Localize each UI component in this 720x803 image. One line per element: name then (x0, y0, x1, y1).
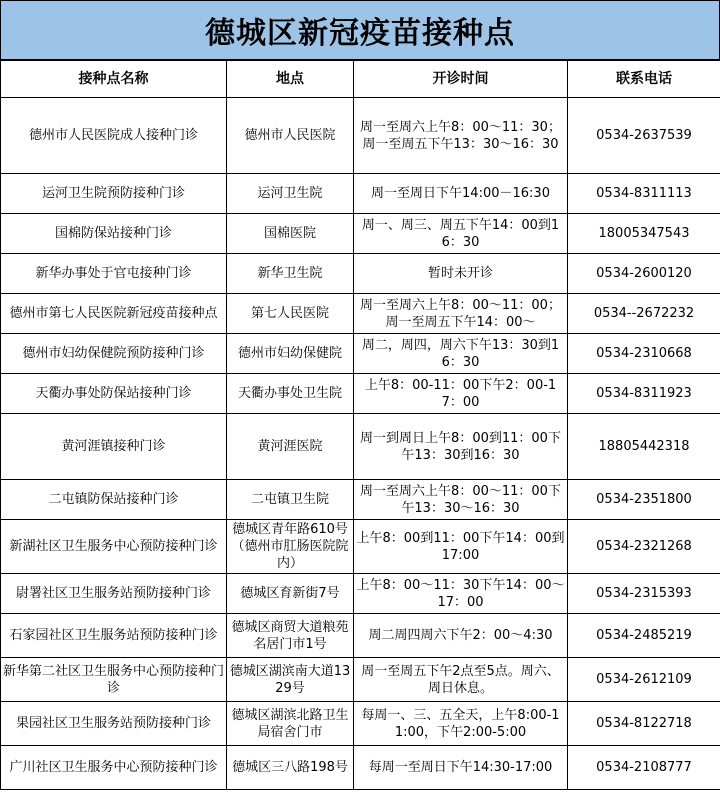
table-row (1, 614, 720, 658)
header-row (1, 61, 720, 98)
cell-name: 新华办事处于官屯接种门诊 (1, 254, 227, 294)
table-row (1, 574, 720, 614)
table-row (1, 174, 720, 214)
cell-phone: 0534-2485219 (568, 614, 720, 658)
table-row (1, 334, 720, 374)
header-name: 接种点名称 (1, 61, 227, 98)
cell-name: 德州市人民医院成人接种门诊 (1, 98, 227, 174)
cell-hours: 周一至周日下午14:00－16:30 (354, 174, 568, 214)
cell-location: 运河卫生院 (227, 174, 354, 214)
cell-hours: 周二周四周六下午2：00～4:30 (354, 614, 568, 658)
cell-hours: 上午8：00到11：00下午14：00到17:00 (354, 520, 568, 574)
cell-location: 黄河涯医院 (227, 414, 354, 480)
cell-location: 天衢办事处卫生院 (227, 374, 354, 414)
cell-phone: 0534-2612109 (568, 658, 720, 702)
cell-location: 德城区商贸大道粮苑名居门市1号 (227, 614, 354, 658)
cell-location: 德州市妇幼保健院 (227, 334, 354, 374)
cell-phone: 0534-8122718 (568, 702, 720, 746)
cell-location: 德城区育新街7号 (227, 574, 354, 614)
table-row (1, 98, 720, 174)
cell-phone: 0534-2108777 (568, 746, 720, 790)
cell-hours: 周一至周五下午2点至5点。周六、周日休息。 (354, 658, 568, 702)
table-row (1, 658, 720, 702)
cell-phone: 0534-2351800 (568, 480, 720, 520)
cell-hours: 周一至周六上午8：00～11：00下午13：30～16：30 (354, 480, 568, 520)
table-row (1, 294, 720, 334)
cell-location: 德城区青年路610号（德州市肛肠医院院内） (227, 520, 354, 574)
table-row (1, 254, 720, 294)
cell-hours: 上午8：00～11：30下午14：00～17：00 (354, 574, 568, 614)
header-location: 地点 (227, 61, 354, 98)
cell-hours: 每周一、三、五全天，上午8:00-11:00，下午2:00-5:00 (354, 702, 568, 746)
cell-hours: 周一到周日上午8：00到11：00下午13：30到16：30 (354, 414, 568, 480)
cell-location: 德城区湖滨南大道1329号 (227, 658, 354, 702)
cell-phone: 0534-2315393 (568, 574, 720, 614)
cell-phone: 0534-8311923 (568, 374, 720, 414)
title-bar (0, 0, 720, 60)
cell-hours: 每周一至周日下午14:30-17:00 (354, 746, 568, 790)
cell-name: 果园社区卫生服务站预防接种门诊 (1, 702, 227, 746)
cell-hours: 周二，周四，周六下午13：30到16：30 (354, 334, 568, 374)
cell-phone: 0534-2637539 (568, 98, 720, 174)
cell-name: 天衢办事处防保站接种门诊 (1, 374, 227, 414)
table-row (1, 746, 720, 790)
vaccination-table (0, 60, 720, 790)
table-row (1, 702, 720, 746)
cell-hours: 周一至周六上午8：00～11：30；周一至周五下午13：30～16：30 (354, 98, 568, 174)
cell-name: 石家园社区卫生服务站预防接种门诊 (1, 614, 227, 658)
cell-location: 德城区湖滨北路卫生局宿舍门市 (227, 702, 354, 746)
cell-name: 运河卫生院预防接种门诊 (1, 174, 227, 214)
header-hours: 开诊时间 (354, 61, 568, 98)
table-row (1, 214, 720, 254)
sheet-title: 德城区新冠疫苗接种点 (205, 16, 515, 51)
cell-name: 二屯镇防保站接种门诊 (1, 480, 227, 520)
cell-location: 新华卫生院 (227, 254, 354, 294)
table-row (1, 374, 720, 414)
cell-name: 新华第二社区卫生服务中心预防接种门诊 (1, 658, 227, 702)
header-phone: 联系电话 (568, 61, 720, 98)
cell-phone: 18005347543 (568, 214, 720, 254)
cell-location: 第七人民医院 (227, 294, 354, 334)
cell-hours: 暂时未开诊 (354, 254, 568, 294)
cell-location: 德城区三八路198号 (227, 746, 354, 790)
table-row (1, 480, 720, 520)
cell-location: 德州市人民医院 (227, 98, 354, 174)
cell-name: 尉署社区卫生服务站预防接种门诊 (1, 574, 227, 614)
table-row (1, 414, 720, 480)
cell-hours: 周一至周六上午8：00～11：00；周一至周五下午14：00～ (354, 294, 568, 334)
cell-phone: 0534-8311113 (568, 174, 720, 214)
cell-phone: 0534-2310668 (568, 334, 720, 374)
cell-location: 国棉医院 (227, 214, 354, 254)
cell-name: 德州市第七人民医院新冠疫苗接种点 (1, 294, 227, 334)
cell-location: 二屯镇卫生院 (227, 480, 354, 520)
table-row (1, 520, 720, 574)
cell-name: 国棉防保站接种门诊 (1, 214, 227, 254)
cell-phone: 18805442318 (568, 414, 720, 480)
cell-name: 德州市妇幼保健院预防接种门诊 (1, 334, 227, 374)
cell-name: 新湖社区卫生服务中心预防接种门诊 (1, 520, 227, 574)
cell-hours: 周一、周三、周五下午14：00到16：30 (354, 214, 568, 254)
cell-phone: 0534--2672232 (568, 294, 720, 334)
cell-phone: 0534-2600120 (568, 254, 720, 294)
cell-phone: 0534-2321268 (568, 520, 720, 574)
cell-hours: 上午8：00-11：00下午2：00-17：00 (354, 374, 568, 414)
cell-name: 广川社区卫生服务中心预防接种门诊 (1, 746, 227, 790)
cell-name: 黄河涯镇接种门诊 (1, 414, 227, 480)
